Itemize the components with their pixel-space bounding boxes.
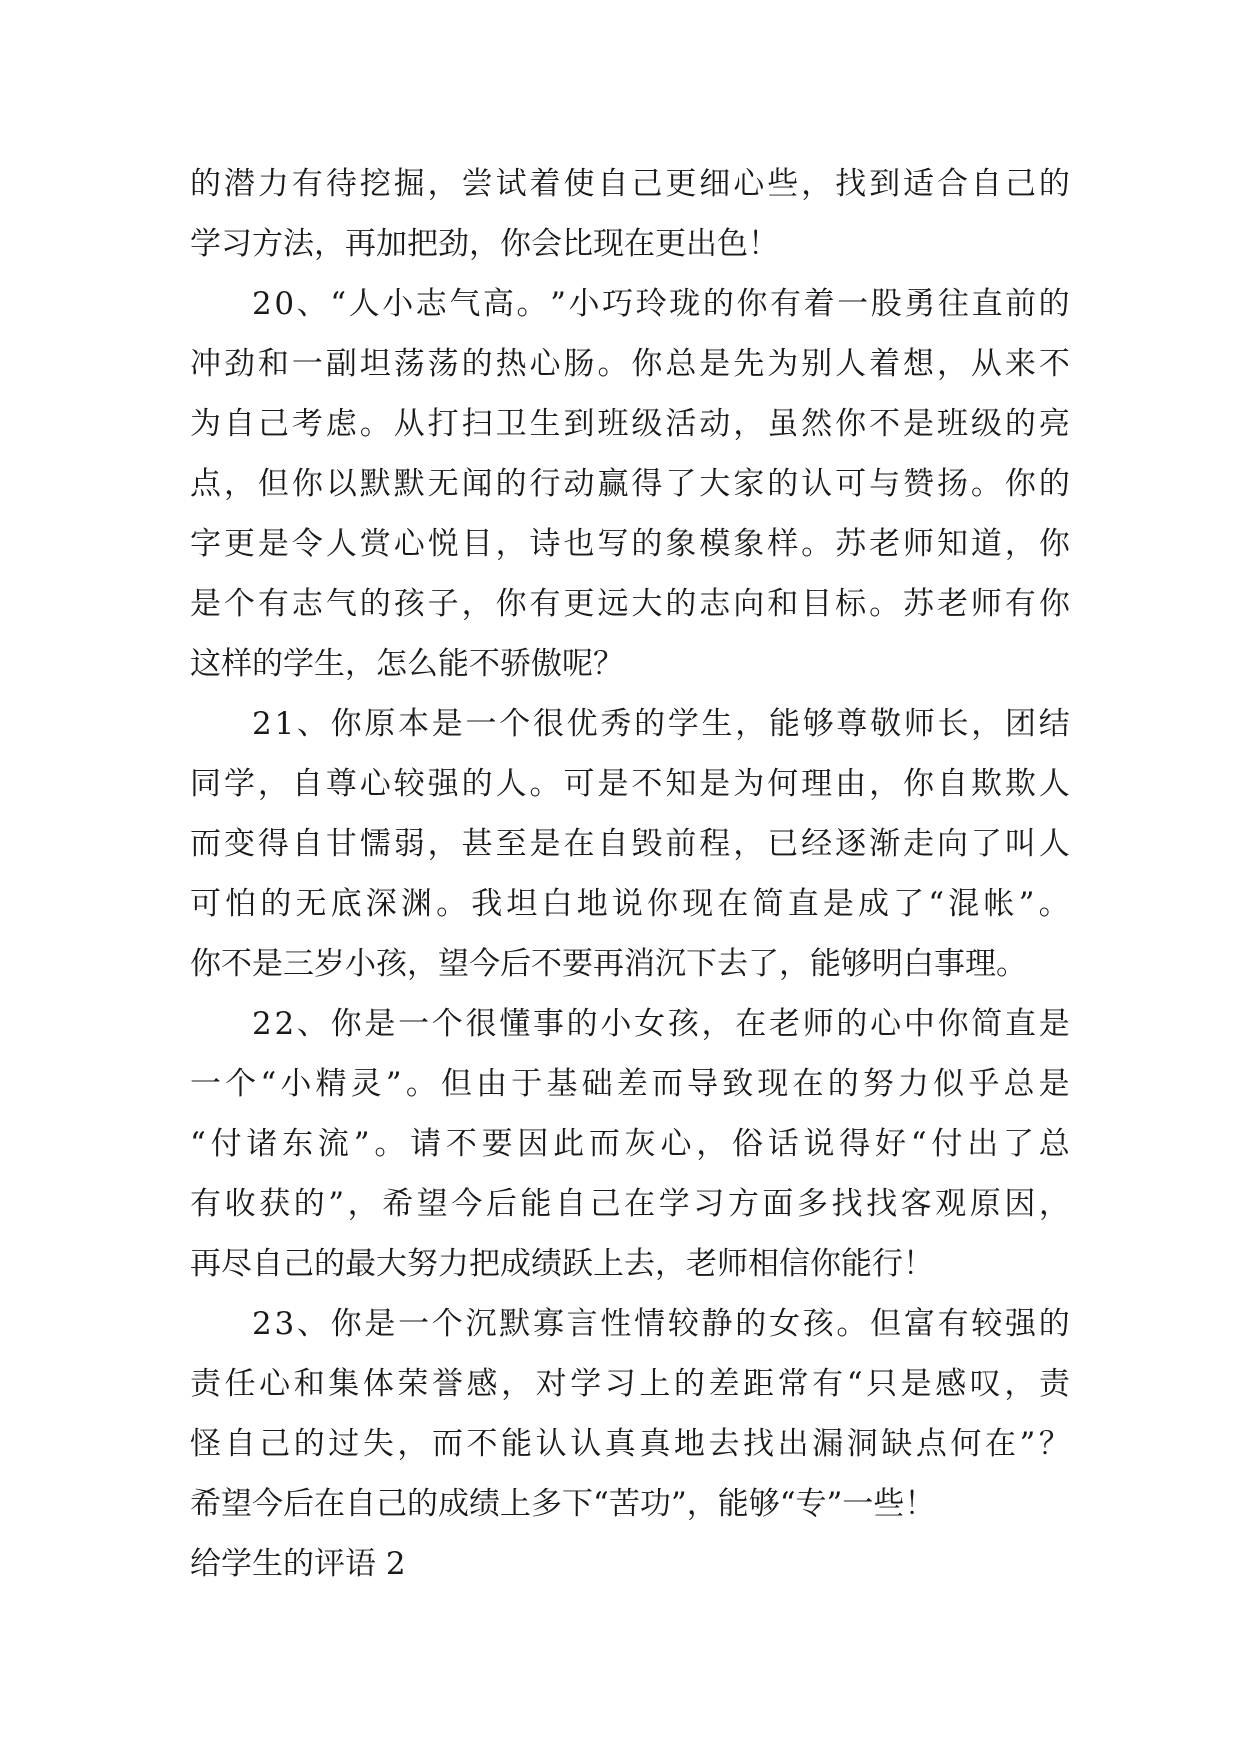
- paragraph-comment-23: [190, 1294, 1070, 1534]
- text-line: 为 自 己 考 虑 。 从 打 扫 卫 生 到 班 级 活 动 ， 虽 然 你 不 是 班 级 的 亮: [190, 406, 1070, 442]
- text-line: 可 怕 的 无 底 深 渊 。 我 坦 白 地 说 你 现 在 简 直 是 成 了 “ 混 帐 ” 。: [190, 886, 1070, 922]
- paragraph-continuation: [190, 154, 1070, 274]
- text-line: 你不是三岁小孩，望今后不要再消沉下去了，能够明白事理。: [190, 946, 1027, 982]
- text-line: 2 2 、 你 是 一 个 很 懂 事 的 小 女 孩 ， 在 老 师 的 心 中 你 简 直 是: [252, 1006, 1070, 1042]
- text-line: 一 个 “ 小 精 灵 ” 。 但 由 于 基 础 差 而 导 致 现 在 的 努 力 似 乎 总 是: [190, 1066, 1070, 1102]
- text-line: 2 0 、 “ 人 小 志 气 高 。 ” 小 巧 玲 珑 的 你 有 着 一 股 勇 往 直 前 的: [252, 286, 1070, 322]
- text-line: 点 ， 但 你 以 默 默 无 闻 的 行 动 赢 得 了 大 家 的 认 可 与 赞 扬 。 你 的: [190, 466, 1070, 502]
- text-line: 2 3 、 你 是 一 个 沉 默 寡 言 性 情 较 静 的 女 孩 。 但 富 有 较 强 的: [252, 1306, 1070, 1342]
- text-line: 而 变 得 自 甘 懦 弱 ， 甚 至 是 在 自 毁 前 程 ， 已 经 逐 渐 走 向 了 叫 人: [190, 826, 1070, 862]
- paragraph-comment-20: [190, 274, 1070, 694]
- text-line: 2 1 、 你 原 本 是 一 个 很 优 秀 的 学 生 ， 能 够 尊 敬 师 长 ， 团 结: [252, 706, 1070, 742]
- text-line: 字 更 是 令 人 赏 心 悦 目 ， 诗 也 写 的 象 模 象 样 。 苏 老 师 知 道 ， 你: [190, 526, 1070, 562]
- text-line: 有 收 获 的 ” ， 希 望 今 后 能 自 己 在 学 习 方 面 多 找 找 客 观 原 因 ，: [190, 1186, 1070, 1222]
- text-line: 是 个 有 志 气 的 孩 子 ， 你 有 更 远 大 的 志 向 和 目 标 。 苏 老 师 有 你: [190, 586, 1070, 622]
- text-line: 冲 劲 和 一 副 坦 荡 荡 的 热 心 肠 。 你 总 是 先 为 别 人 着 想 ， 从 来 不: [190, 346, 1070, 382]
- text-line: 希望今后在自己的成绩上多下“苦功”，能够“专”一些！: [190, 1486, 936, 1522]
- paragraph-comment-21: [190, 694, 1070, 994]
- text-line: 怪 自 己 的 过 失 ， 而 不 能 认 认 真 真 地 去 找 出 漏 洞 缺 点 何 在 ” ？: [190, 1426, 1070, 1462]
- document-body: [190, 154, 1070, 1594]
- text-line: 同 学 ， 自 尊 心 较 强 的 人 。 可 是 不 知 是 为 何 理 由 ， 你 自 欺 欺 人: [190, 766, 1070, 802]
- text-line: 责 任 心 和 集 体 荣 誉 感 ， 对 学 习 上 的 差 距 常 有 “ 只 是 感 叹 ， 责: [190, 1366, 1070, 1402]
- text-line: “ 付 诸 东 流 ” 。 请 不 要 因 此 而 灰 心 ， 俗 话 说 得 好 “ 付 出 了 总: [190, 1126, 1070, 1162]
- paragraph-comment-22: [190, 994, 1070, 1294]
- text-line: 学习方法，再加把劲，你会比现在更出色！: [190, 226, 779, 262]
- section-heading: 给学生的评语 2: [190, 1546, 406, 1582]
- text-line: 的 潜 力 有 待 挖 掘 ， 尝 试 着 使 自 己 更 细 心 些 ， 找 到 适 合 自 己 的: [190, 166, 1070, 202]
- text-line: 再尽自己的最大努力把成绩跃上去，老师相信你能行！: [190, 1246, 934, 1282]
- text-line: 这样的学生，怎么能不骄傲呢？: [190, 646, 624, 682]
